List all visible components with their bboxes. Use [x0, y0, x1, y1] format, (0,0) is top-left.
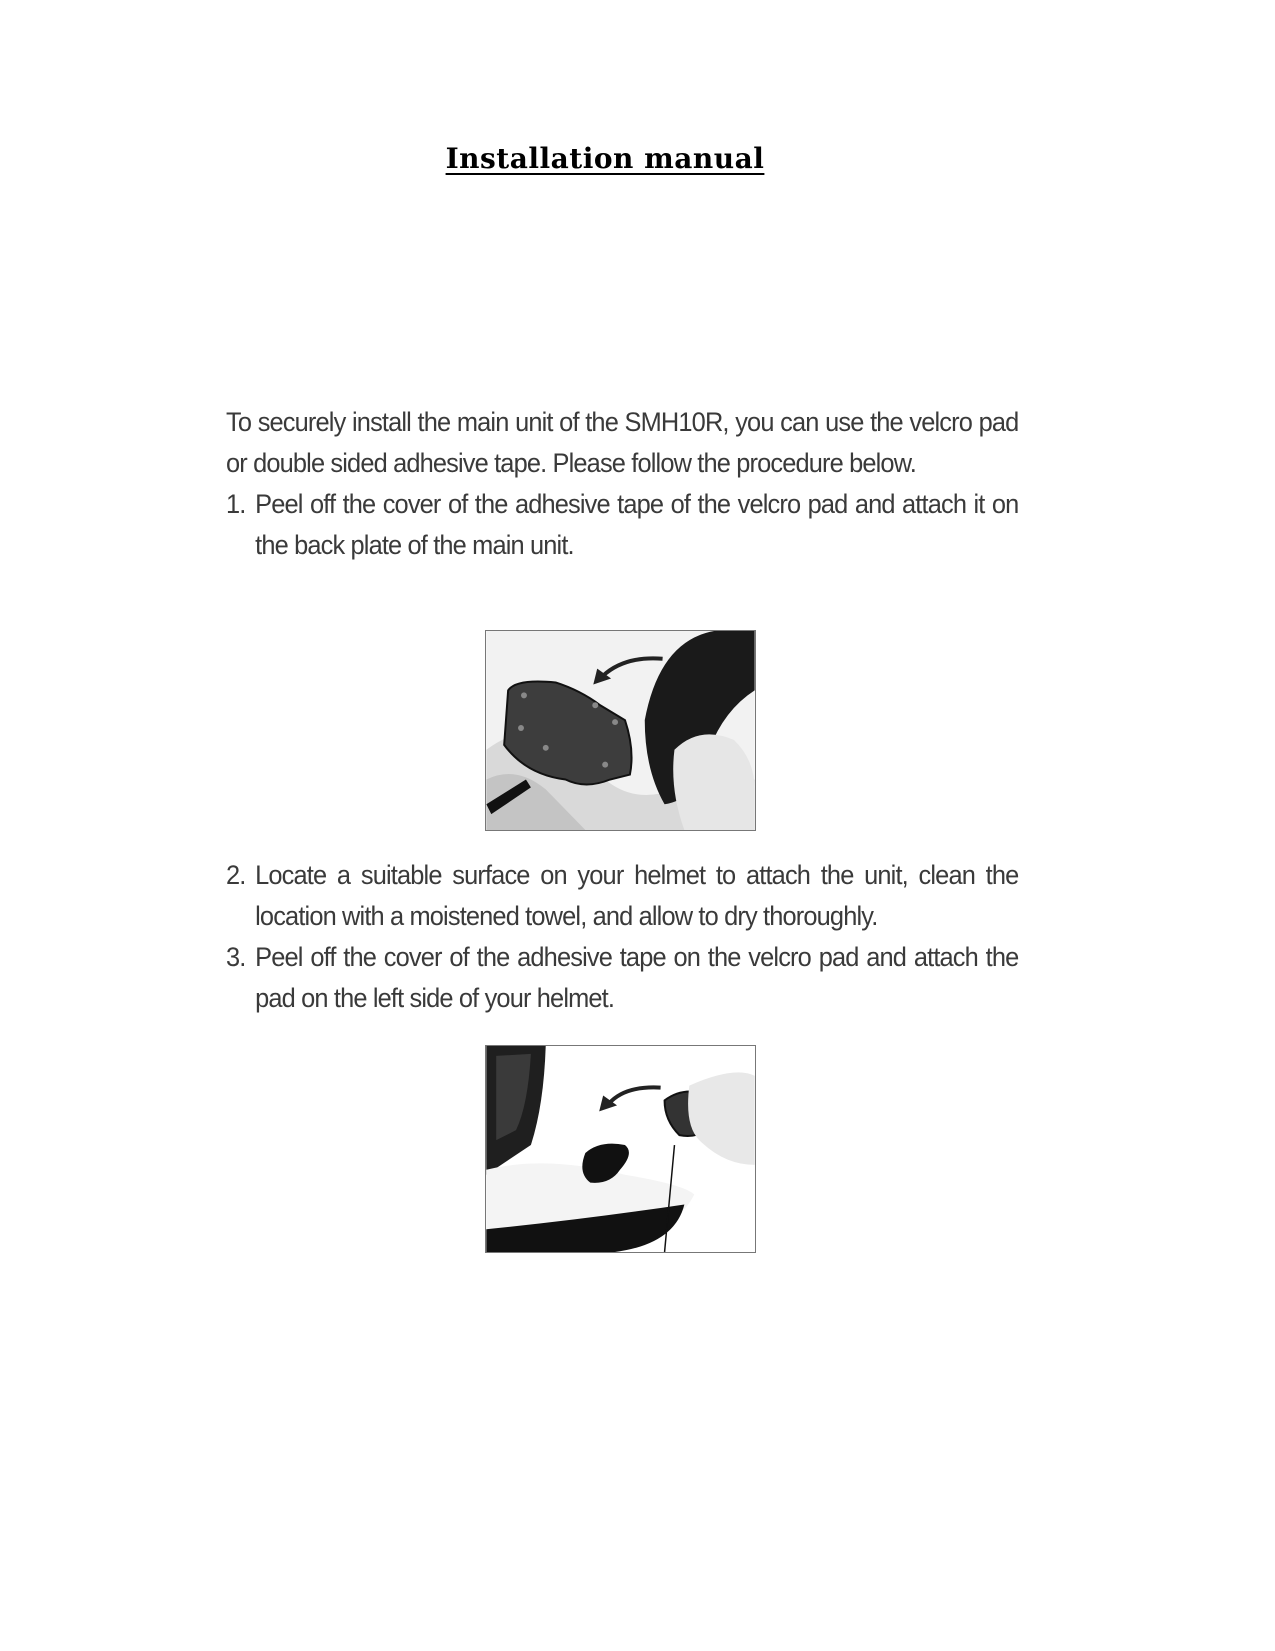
- step-number: 1.: [226, 489, 246, 519]
- velcro-main-unit-illustration: [486, 631, 755, 830]
- step-1: [226, 484, 1018, 566]
- step-text: Peel off the cover of the adhesive tape of the velcro pad and attach it on the back plate of the main unit.: [255, 489, 1019, 560]
- velcro-helmet-illustration: [486, 1046, 755, 1252]
- figure-velcro-on-main-unit: [485, 630, 756, 831]
- intro-paragraph: To securely install the main unit of the SMH10R, you can use the velcro pad or double sided adhesive tape. Please follow the procedure below.: [226, 407, 1019, 478]
- step-3: [226, 937, 1018, 1019]
- step-number: 2.: [226, 860, 246, 890]
- figure-velcro-on-helmet: [485, 1045, 756, 1253]
- step-number: 3.: [226, 942, 246, 972]
- page-title: Installation manual: [445, 142, 765, 175]
- step-text: Peel off the cover of the adhesive tape on the velcro pad and attach the pad on the left side of your helmet.: [255, 942, 1019, 1013]
- step-2: [226, 855, 1018, 937]
- intro-block: [226, 402, 1019, 566]
- step-text: Locate a suitable surface on your helmet to attach the unit, clean the location with a moistened towel, and allow to dry thoroughly.: [255, 860, 1019, 931]
- steps-block: [226, 855, 1019, 1019]
